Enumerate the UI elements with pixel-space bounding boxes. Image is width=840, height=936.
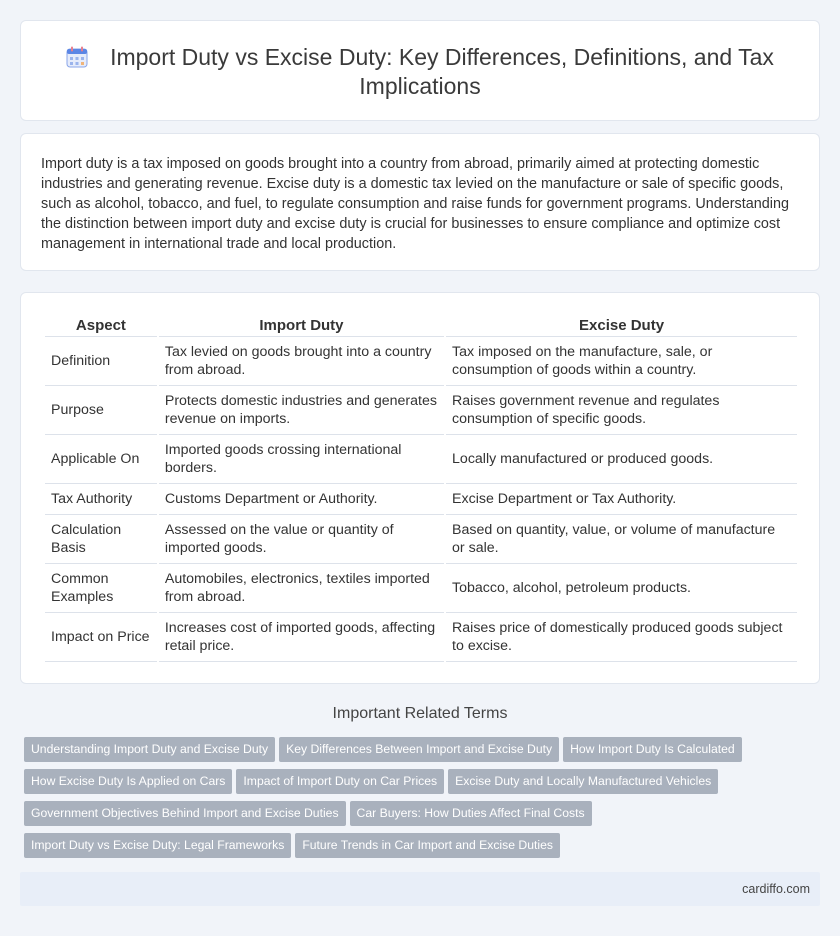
row-import: Automobiles, electronics, textiles imported from abroad. [159, 564, 444, 613]
row-excise: Based on quantity, value, or volume of manufacture or sale. [446, 515, 797, 564]
related-tag[interactable]: Understanding Import Duty and Excise Duty [24, 737, 275, 762]
comparison-table [43, 315, 799, 662]
row-excise: Tobacco, alcohol, petroleum products. [446, 564, 797, 613]
table-row [45, 515, 797, 564]
header-import-duty: Import Duty [159, 315, 444, 337]
tag-row [24, 833, 804, 865]
calendar-icon [66, 46, 88, 68]
footer-site-link[interactable]: cardiffo.com [742, 882, 810, 896]
related-tag[interactable]: Government Objectives Behind Import and Excise Duties [24, 801, 346, 826]
table-row [45, 435, 797, 484]
tag-row [24, 737, 804, 769]
related-tag[interactable]: How Import Duty Is Calculated [563, 737, 742, 762]
related-tag[interactable]: Import Duty vs Excise Duty: Legal Frameworks [24, 833, 291, 858]
table-row [45, 386, 797, 435]
intro-card [20, 133, 820, 271]
row-aspect: Calculation Basis [45, 515, 157, 564]
row-import: Tax levied on goods brought into a country from abroad. [159, 337, 444, 386]
table-row [45, 564, 797, 613]
related-terms-title: Important Related Terms [332, 705, 508, 722]
row-aspect: Purpose [45, 386, 157, 435]
row-aspect: Definition [45, 337, 157, 386]
related-tags [24, 737, 804, 865]
tag-row [24, 769, 804, 801]
row-import: Imported goods crossing international borders. [159, 435, 444, 484]
related-tag[interactable]: Excise Duty and Locally Manufactured Vehicles [448, 769, 718, 794]
header-aspect: Aspect [45, 315, 157, 337]
page-title-wrap [21, 43, 819, 101]
related-tag[interactable]: Impact of Import Duty on Car Prices [236, 769, 444, 794]
table-header-row [45, 315, 797, 337]
row-import: Increases cost of imported goods, affecting retail price. [159, 613, 444, 662]
tag-row [24, 801, 804, 833]
comparison-card [20, 292, 820, 684]
row-excise: Raises price of domestically produced goods subject to excise. [446, 613, 797, 662]
row-import: Assessed on the value or quantity of imported goods. [159, 515, 444, 564]
related-tag[interactable]: Future Trends in Car Import and Excise Duties [295, 833, 560, 858]
row-excise: Locally manufactured or produced goods. [446, 435, 797, 484]
title-card [20, 20, 820, 121]
table-row [45, 337, 797, 386]
related-tag[interactable]: Key Differences Between Import and Excise Duty [279, 737, 559, 762]
row-excise: Excise Department or Tax Authority. [446, 484, 797, 515]
row-excise: Raises government revenue and regulates consumption of specific goods. [446, 386, 797, 435]
row-aspect: Impact on Price [45, 613, 157, 662]
row-aspect: Common Examples [45, 564, 157, 613]
row-aspect: Applicable On [45, 435, 157, 484]
table-row [45, 613, 797, 662]
row-import: Customs Department or Authority. [159, 484, 444, 515]
related-tag[interactable]: How Excise Duty Is Applied on Cars [24, 769, 232, 794]
related-tag[interactable]: Car Buyers: How Duties Affect Final Costs [350, 801, 592, 826]
page-title: Import Duty vs Excise Duty: Key Differences, Definitions, and Tax Implications [110, 44, 774, 99]
header-excise-duty: Excise Duty [446, 315, 797, 337]
row-aspect: Tax Authority [45, 484, 157, 515]
row-import: Protects domestic industries and generates revenue on imports. [159, 386, 444, 435]
row-excise: Tax imposed on the manufacture, sale, or consumption of goods within a country. [446, 337, 797, 386]
intro-paragraph: Import duty is a tax imposed on goods brought into a country from abroad, primarily aimed at protecting domestic industries and generating revenue. Excise duty is a domestic tax levied on the manufacture or sale of specific goods, such as alcohol, tobacco, and fuel, to regulate consumption and raise funds for government programs. Understanding the distinction between import duty and excise duty is crucial for businesses to ensure compliance and optimize cost management in international trade and local production. [41, 156, 789, 252]
footer [20, 872, 820, 906]
table-row [45, 484, 797, 515]
